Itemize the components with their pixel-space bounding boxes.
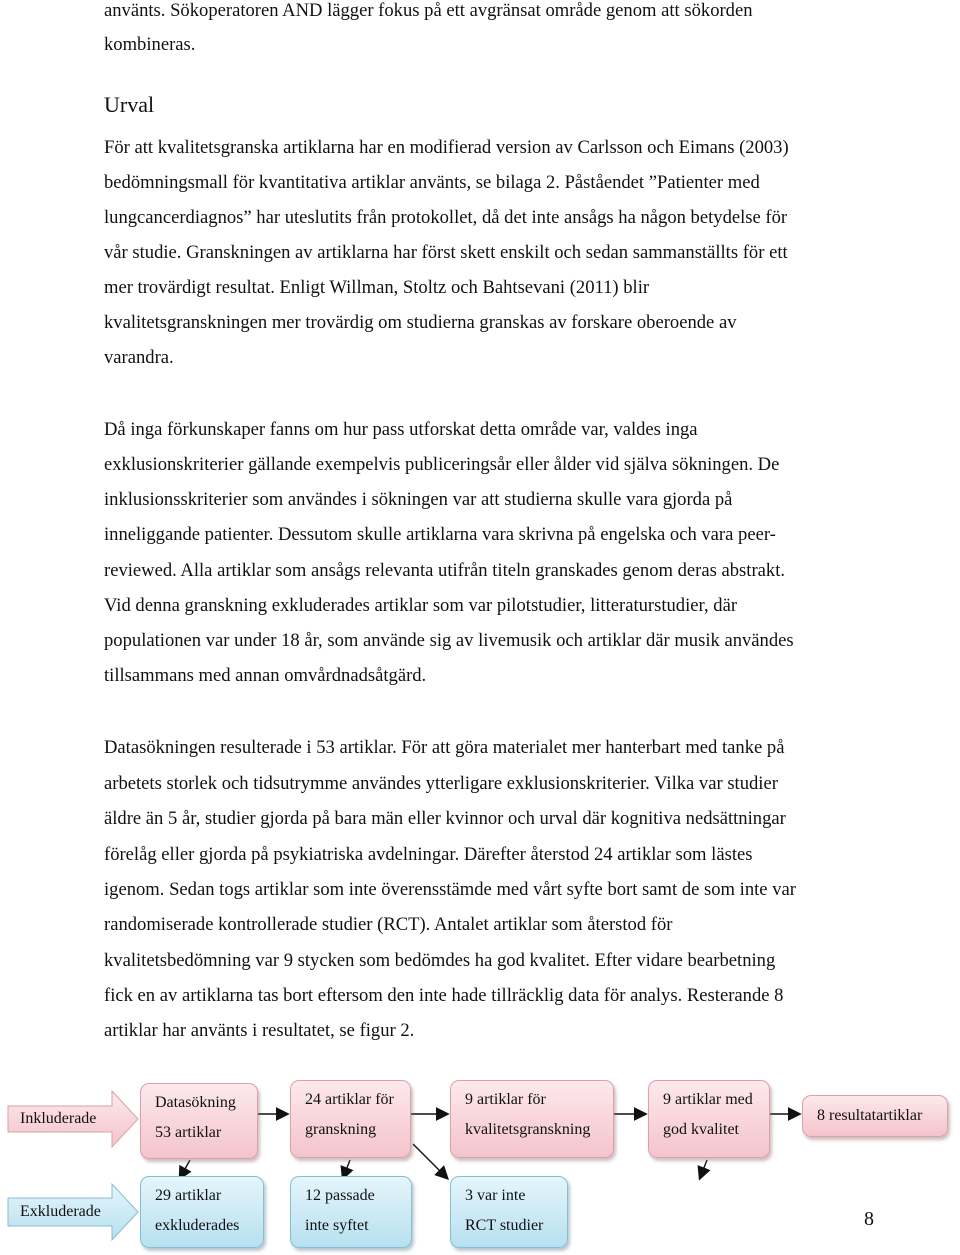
excluded-label: Exkluderade	[20, 1203, 101, 1220]
text-line: artiklar har använts i resultatet, se figur 2.	[104, 1020, 415, 1041]
text-line: varandra.	[104, 347, 174, 368]
text-line: kvalitetsbedömning var 9 stycken som bedömdes ha god kvalitet. Efter vidare bearbetning	[104, 950, 776, 971]
text-line: För att kvalitetsgranska artiklarna har en modifierad version av Carlsson och Eimans (2003)	[104, 137, 789, 158]
text-line: vår studie. Granskningen av artiklarna har först skett enskilt och sedan sammanställts för ett	[104, 242, 788, 263]
flow-box-review	[290, 1080, 411, 1158]
flow-box-result	[802, 1095, 948, 1137]
text-line: lungcancerdiagnos” har uteslutits från protokollet, då det inte ansågs ha någon betydelse för	[104, 207, 788, 228]
box-line: 12 passade	[305, 1187, 375, 1204]
arrow-down	[413, 1144, 447, 1178]
text-line: populationen var under 18 år, som använde sig av livemusik och artiklar där musik användes	[104, 630, 794, 651]
box-line: 9 artiklar för	[465, 1091, 546, 1108]
flow-box-quality-review	[450, 1080, 614, 1158]
text-line: kvalitetsgranskningen mer trovärdig om studierna granskas av forskare oberoende av	[104, 312, 737, 333]
flow-box-search	[140, 1083, 258, 1159]
text-line: randomiserade kontrollerade studier (RCT). Antalet artiklar som återstod för	[104, 914, 673, 935]
text-line: Vid denna granskning exkluderades artiklar som var pilotstudier, litteraturstudier, där	[104, 595, 738, 616]
text-line: bedömningsmall för kvantitativa artiklar använts, se bilaga 2. Påståendet ”Patienter med	[104, 172, 760, 193]
text-line: arbetets storlek och tidsutrymme användes ytterligare exklusionskriterier. Vilka var studier	[104, 773, 778, 794]
box-line: 29 artiklar	[155, 1187, 222, 1204]
text-line: mer trovärdigt resultat. Enligt Willman, Stoltz och Bahtsevani (2011) blir	[104, 277, 650, 298]
text-line: kombineras.	[104, 34, 196, 55]
text-line: reviewed. Alla artiklar som ansågs relevanta utifrån titeln granskades genom deras abstrakt.	[104, 560, 786, 581]
text-line: tillsammans med annan omvårdnadsåtgärd.	[104, 665, 427, 686]
text-line: äldre än 5 år, studier gjorda på bara män eller kvinnor och urval där kognitiva nedsättningar	[104, 808, 786, 829]
section-heading: Urval	[104, 92, 155, 117]
text-line: inneliggande patienter. Dessutom skulle artiklarna vara skrivna på engelska och vara peer-	[104, 524, 776, 545]
box-line: 3 var inte	[465, 1187, 526, 1204]
box-line: kvalitetsgranskning	[465, 1121, 591, 1138]
flow-box-excluded-3	[450, 1176, 568, 1248]
text-line: förelåg eller gjorda på psykiatriska avdelningar. Därefter återstod 24 artiklar som lästes	[104, 844, 753, 865]
box-line: exkluderades	[155, 1217, 240, 1234]
box-line: 8 resultatartiklar	[817, 1107, 923, 1124]
text-line: igenom. Sedan togs artiklar som inte överensstämde med vårt syfte bort samt de som inte var	[104, 879, 796, 900]
flow-box-good-quality	[648, 1080, 770, 1158]
box-line: 53 artiklar	[155, 1124, 222, 1141]
text-line: fick en av artiklarna tas bort eftersom den inte hade tillräcklig data för analys. Resterande 8	[104, 985, 784, 1006]
included-label: Inkluderade	[20, 1110, 97, 1127]
box-line: RCT studier	[465, 1217, 544, 1234]
box-line: Datasökning	[155, 1094, 236, 1111]
box-line: 24 artiklar för	[305, 1091, 394, 1108]
box-line: 9 artiklar med	[663, 1091, 753, 1108]
box-line: god kvalitet	[663, 1121, 739, 1138]
flow-box-excluded-12	[290, 1176, 412, 1248]
text-line: använts. Sökoperatoren AND lägger fokus på ett avgränsat område genom att sökorden	[104, 0, 753, 21]
text-line: Då inga förkunskaper fanns om hur pass utforskat detta område var, valdes inga	[104, 419, 698, 440]
box-line: inte syftet	[305, 1217, 369, 1234]
text-line: Datasökningen resulterade i 53 artiklar. För att göra materialet mer hanterbart med tanke på	[104, 737, 785, 758]
text-line: inklusionsskriterier som användes i sökningen var att studierna skulle vara gjorda på	[104, 489, 733, 510]
text-line: exklusionskriterier gällande exempelvis publiceringsår eller ålder vid själva sökningen. De	[104, 454, 780, 475]
box-line: granskning	[305, 1121, 377, 1138]
arrow-down	[700, 1160, 707, 1178]
flow-box-excluded-29	[140, 1176, 264, 1248]
page-number: 8	[864, 1208, 874, 1230]
